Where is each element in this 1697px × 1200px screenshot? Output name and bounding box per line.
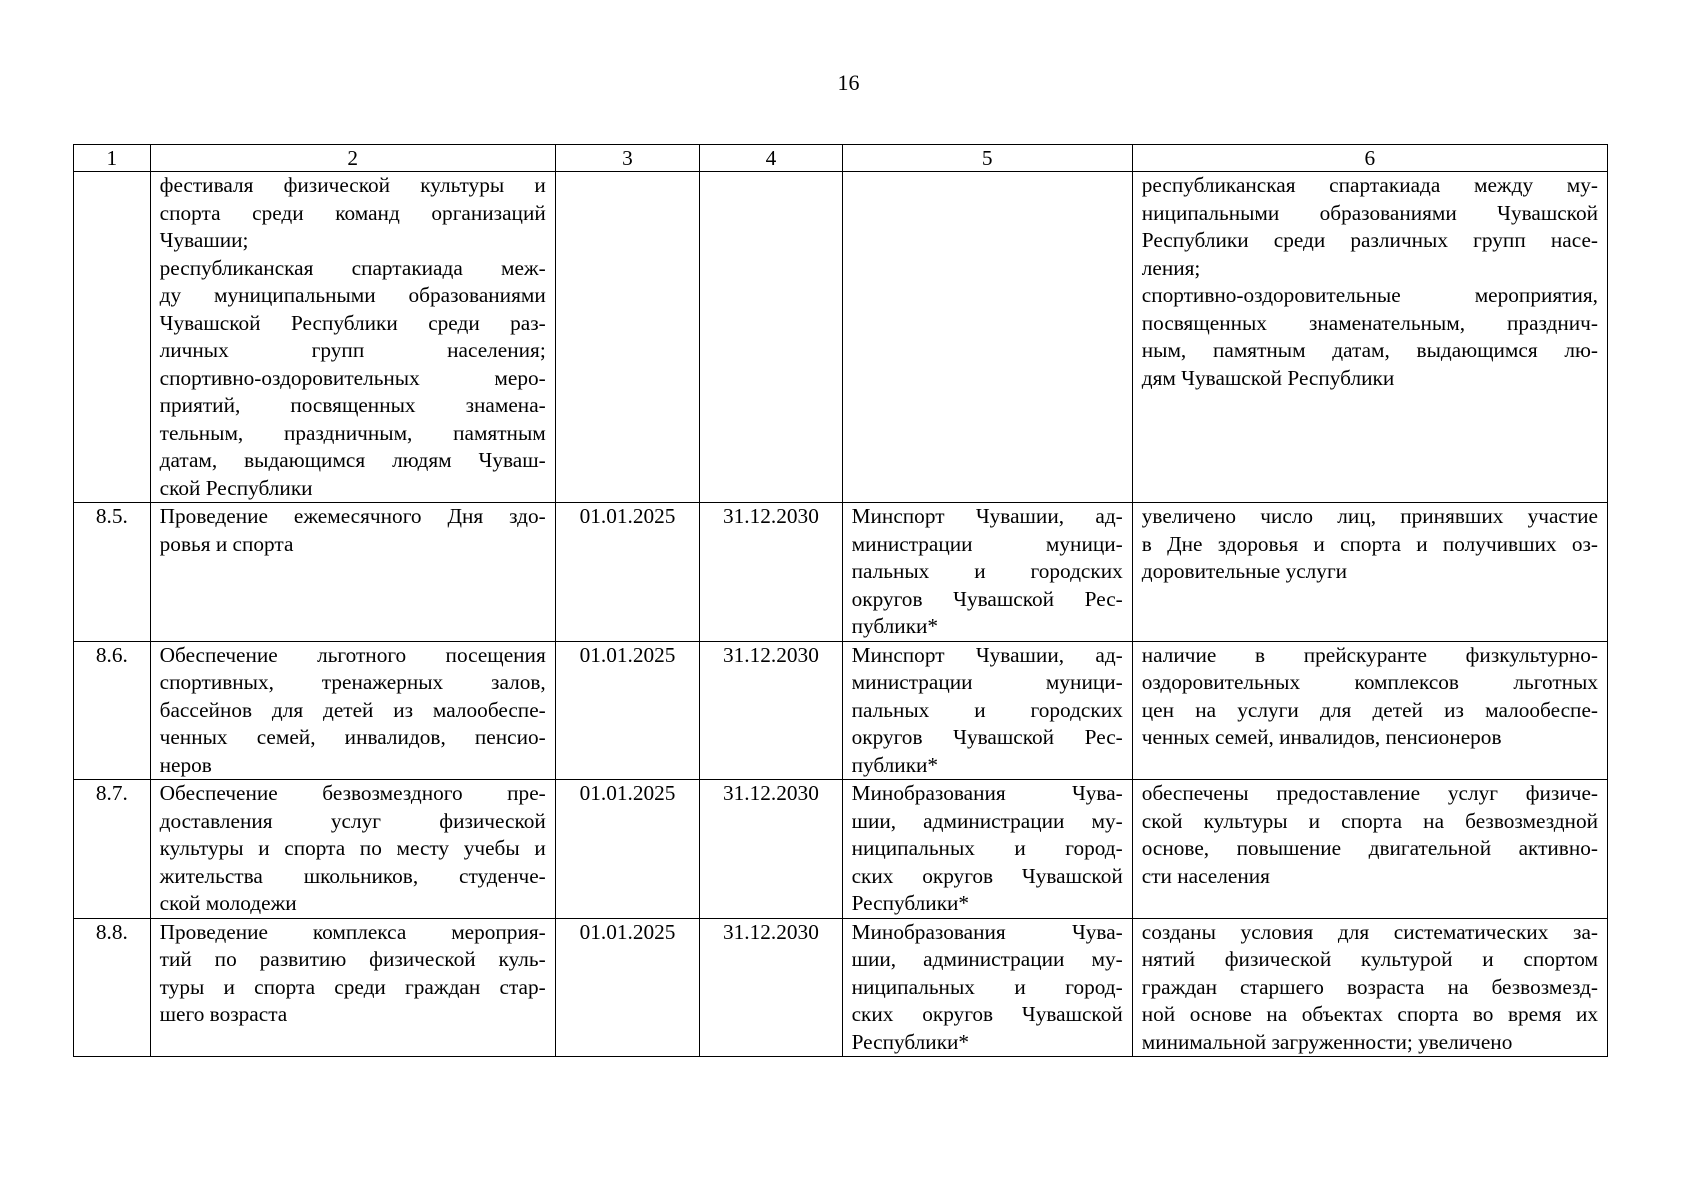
text-line: спортивно-оздоровительные мероприятия, [1141, 283, 1598, 307]
text-line: Республики* [851, 891, 970, 915]
number-cell: 8.7. [74, 780, 151, 919]
responsible-cell [842, 641, 1132, 780]
text-line: ровья и спорта [159, 531, 294, 556]
text-line: ниципальных и город- [851, 836, 1123, 860]
start-date-cell: 01.01.2025 [555, 641, 700, 780]
text-line: спорта среди команд организаций [159, 200, 546, 225]
text-line: ской культуры и спорта на безвозмездной [1141, 808, 1598, 833]
result-cell [1132, 503, 1607, 642]
text-line: ских округов Чувашской [851, 863, 1123, 888]
header-cell: 6 [1132, 145, 1607, 172]
text-line: фестиваля физической культуры и [159, 173, 546, 197]
text-line: Обеспечение льготного посещения [159, 642, 546, 667]
end-date-cell: 31.12.2030 [700, 918, 842, 1057]
text-line: приятий, посвященных знамена- [159, 393, 546, 417]
text-line: обеспечены предоставление услуг физиче- [1141, 781, 1598, 805]
text-line: округов Чувашской Рес- [851, 586, 1123, 611]
text-line: ченных семей, инвалидов, пенсионеров [1141, 725, 1502, 749]
text-line: ских округов Чувашской [851, 1002, 1123, 1026]
text-line: Минобразования Чува- [851, 919, 1123, 944]
text-line: доровительные услуги [1141, 559, 1348, 583]
text-line: публики* [851, 752, 939, 777]
number-cell: 8.5. [74, 503, 151, 642]
end-date-cell [700, 172, 842, 503]
responsible-cell [842, 172, 1132, 503]
text-line: Чувашской Республики среди раз- [159, 310, 546, 335]
text-line: увеличено число лиц, принявших участие [1141, 504, 1598, 528]
table-header-row [74, 145, 1608, 172]
text-line: ской Республики [159, 475, 313, 500]
text-line: тий по развитию физической куль- [159, 947, 546, 971]
header-cell: 5 [842, 145, 1132, 172]
text-line: наличие в прейскуранте физкультурно- [1141, 642, 1598, 667]
table-row [74, 641, 1608, 780]
text-line: посвященных знаменательным, празднич- [1141, 310, 1598, 335]
header-cell: 4 [700, 145, 842, 172]
page-number: 16 [837, 70, 860, 95]
text-line: бассейнов для детей из малообеспе- [159, 697, 546, 722]
text-line: пальных и городских [851, 697, 1123, 722]
event-cell [150, 641, 555, 780]
table-row [74, 780, 1608, 919]
text-line: личных групп населения; [159, 338, 546, 362]
measures-table [73, 144, 1608, 1057]
header-cell: 3 [555, 145, 700, 172]
end-date-cell: 31.12.2030 [700, 503, 842, 642]
event-cell [150, 503, 555, 642]
text-line: неров [159, 752, 212, 777]
result-cell [1132, 780, 1607, 919]
text-line: Обеспечение безвозмездного пре- [159, 781, 546, 805]
table-row [74, 503, 1608, 642]
start-date-cell [555, 172, 700, 503]
text-line: пальных и городских [851, 559, 1123, 583]
text-line: дям Чувашской Республики [1141, 365, 1395, 390]
text-line: минимальной загруженности; увеличено [1141, 1029, 1513, 1054]
text-line: нятий физической культурой и спортом [1141, 947, 1598, 971]
text-line: Минспорт Чувашии, ад- [851, 504, 1123, 528]
text-line: ной основе на объектах спорта во время их [1141, 1002, 1598, 1026]
responsible-cell [842, 503, 1132, 642]
number-cell: 8.6. [74, 641, 151, 780]
text-line: Проведение ежемесячного Дня здо- [159, 504, 546, 528]
event-cell [150, 172, 555, 503]
text-line: сти населения [1141, 863, 1270, 888]
text-line: министрации муници- [851, 531, 1123, 556]
text-line: тельным, праздничным, памятным [159, 420, 546, 445]
text-line: созданы условия для систематических за- [1141, 919, 1598, 944]
text-line: жительства школьников, студенче- [159, 863, 546, 888]
table-row-continuation [74, 172, 1608, 503]
text-line: в Дне здоровья и спорта и получивших оз- [1141, 531, 1598, 556]
text-line: шии, администрации му- [851, 808, 1123, 833]
number-cell [74, 172, 151, 503]
event-cell [150, 780, 555, 919]
end-date-cell: 31.12.2030 [700, 641, 842, 780]
start-date-cell: 01.01.2025 [555, 780, 700, 919]
text-line: Республики* [851, 1029, 970, 1054]
text-line: оздоровительных комплексов льготных [1141, 670, 1598, 694]
text-line: спортивно-оздоровительных меро- [159, 365, 546, 390]
text-line: Минобразования Чува- [851, 781, 1123, 805]
text-line: спортивных, тренажерных залов, [159, 670, 546, 694]
responsible-cell [842, 780, 1132, 919]
result-cell [1132, 172, 1607, 503]
text-line: округов Чувашской Рес- [851, 725, 1123, 749]
header-cell: 2 [150, 145, 555, 172]
text-line: шего возраста [159, 1002, 288, 1026]
header-cell: 1 [74, 145, 151, 172]
start-date-cell: 01.01.2025 [555, 918, 700, 1057]
text-line: туры и спорта среди граждан стар- [159, 974, 546, 999]
table-row [74, 918, 1608, 1057]
text-line: Минспорт Чувашии, ад- [851, 642, 1123, 667]
text-line: ным, памятным датам, выдающимся лю- [1141, 338, 1598, 362]
text-line: шии, администрации му- [851, 947, 1123, 971]
text-line: республиканская спартакиада меж- [159, 255, 546, 280]
text-line: датам, выдающимся людям Чуваш- [159, 448, 546, 472]
end-date-cell: 31.12.2030 [700, 780, 842, 919]
text-line: доставления услуг физической [159, 808, 546, 833]
result-cell [1132, 641, 1607, 780]
result-cell [1132, 918, 1607, 1057]
text-line: ниципальных и город- [851, 974, 1123, 999]
responsible-cell [842, 918, 1132, 1057]
text-line: публики* [851, 614, 939, 638]
text-line: министрации муници- [851, 670, 1123, 694]
text-line: культуры и спорта по месту учебы и [159, 836, 546, 860]
text-line: Проведение комплекса мероприя- [159, 919, 546, 944]
text-line: республиканская спартакиада между му- [1141, 173, 1598, 197]
text-line: граждан старшего возраста на безвозмезд- [1141, 974, 1598, 999]
start-date-cell: 01.01.2025 [555, 503, 700, 642]
number-cell: 8.8. [74, 918, 151, 1057]
text-line: ниципальными образованиями Чувашской [1141, 200, 1598, 225]
text-line: Чувашии; [159, 228, 249, 252]
text-line: основе, повышение двигательной активно- [1141, 836, 1598, 860]
text-line: ской молодежи [159, 891, 297, 915]
text-line: цен на услуги для детей из малообеспе- [1141, 697, 1598, 722]
text-line: ду муниципальными образованиями [159, 283, 546, 307]
event-cell [150, 918, 555, 1057]
text-line: ления; [1141, 255, 1201, 280]
text-line: Республики среди различных групп насе- [1141, 228, 1598, 252]
text-line: ченных семей, инвалидов, пенсио- [159, 725, 546, 749]
